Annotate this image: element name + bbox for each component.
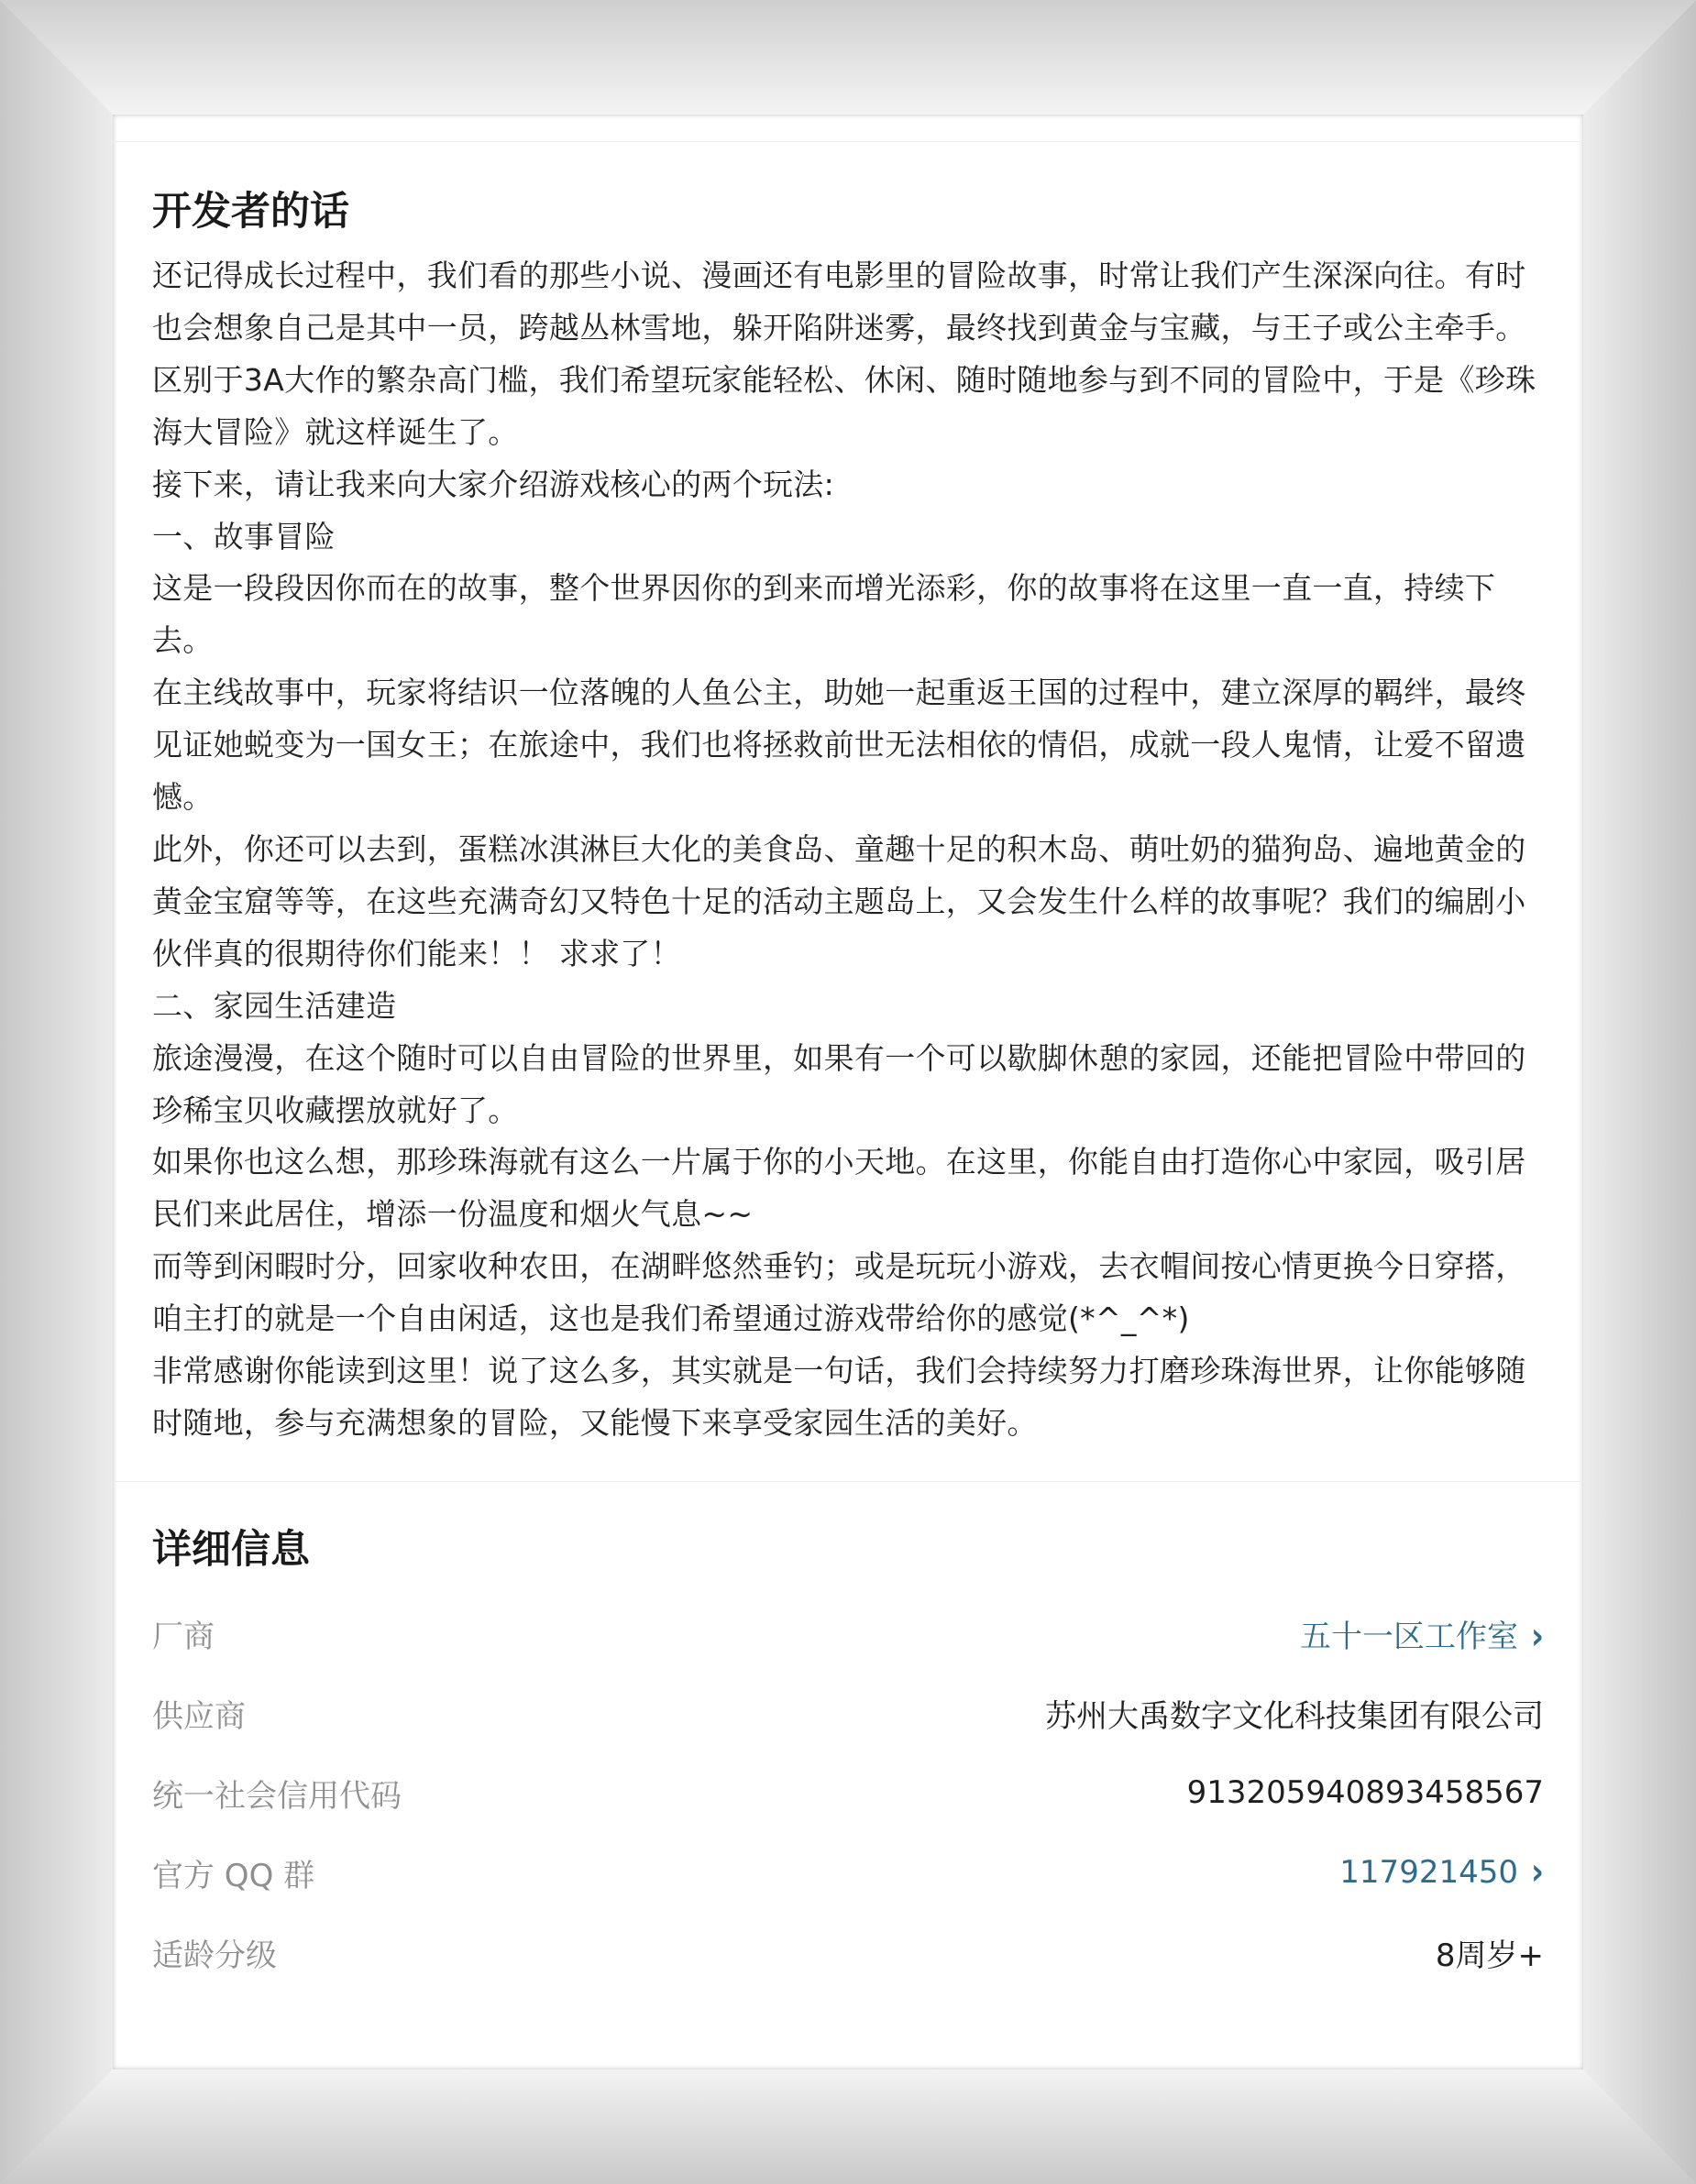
- paragraph: 还记得成长过程中，我们看的那些小说、漫画还有电影里的冒险故事，时常让我们产生深深向往。有时也会想象自己是其中一员，跨越丛林雪地，躲开陷阱迷雾，最终找到黄金与宝藏，与王子或公主牵手。: [152, 258, 1526, 346]
- paragraph: 旅途漫漫，在这个随时可以自由冒险的世界里，如果有一个可以歇脚休憩的家园，还能把冒险中带回的珍稀宝贝收藏摆放就好了。: [152, 1039, 1526, 1128]
- frame-bevel-bottom: [0, 2069, 1696, 2184]
- top-strip: [113, 115, 1583, 142]
- frame-bevel-left: [0, 0, 113, 2184]
- paragraph: 这是一段段因你而在的故事，整个世界因你的到来而增光添彩，你的故事将在这里一直一直，持续下去。: [152, 570, 1496, 659]
- section-divider: [113, 1481, 1583, 1482]
- detail-row-credit-code: [152, 1753, 1544, 1833]
- content-card: [113, 115, 1583, 2069]
- frame-bevel-right: [1583, 0, 1696, 2184]
- detail-row-developer[interactable]: [152, 1594, 1544, 1674]
- detail-value: 913205940893458567: [1186, 1774, 1544, 1812]
- detail-row-qq-group[interactable]: [152, 1833, 1544, 1913]
- details-section-title: 详细信息: [152, 1526, 310, 1573]
- paragraph: 接下来，请让我来向大家介绍游戏核心的两个玩法:: [152, 466, 835, 502]
- detail-label: 统一社会信用代码: [152, 1777, 402, 1815]
- detail-value: 117921450: [1339, 1854, 1518, 1892]
- paragraph: 二、家园生活建造: [152, 987, 397, 1024]
- developer-link[interactable]: [1299, 1611, 1544, 1659]
- detail-label: 官方 QQ 群: [152, 1857, 315, 1894]
- detail-label: 供应商: [152, 1697, 246, 1735]
- frame-bevel-top: [0, 0, 1696, 115]
- paragraph: 区别于3A大作的繁杂高门槛，我们希望玩家能轻松、休闲、随时随地参与到不同的冒险中，于是《珍珠海大冒险》就这样诞生了。: [152, 361, 1536, 450]
- details-section: [113, 1522, 1583, 1992]
- qq-group-link[interactable]: [1339, 1850, 1544, 1895]
- detail-label: 厂商: [152, 1618, 215, 1655]
- paragraph: 在主线故事中，玩家将结识一位落魄的人鱼公主，助她一起重返王国的过程中，建立深厚的羁绊，最终见证她蜕变为一国女王；在旅途中，我们也将拯救前世无法相依的情侣，成就一段人鬼情，让爱不留遗憾。: [152, 675, 1526, 816]
- paragraph: 一、故事冒险: [152, 518, 336, 554]
- paragraph: 非常感谢你能读到这里！说了这么多，其实就是一句话，我们会持续努力打磨珍珠海世界，让你能够随时随地，参与充满想象的冒险，又能慢下来享受家园生活的美好。: [152, 1353, 1526, 1441]
- detail-value: 苏州大禹数字文化科技集团有限公司: [1045, 1697, 1544, 1735]
- developer-section-title: 开发者的话: [152, 189, 349, 235]
- chevron-right-icon: ›: [1530, 1614, 1544, 1659]
- detail-row-supplier: [152, 1674, 1544, 1753]
- detail-label: 适龄分级: [152, 1937, 277, 1974]
- paragraph: 如果你也这么想，那珍珠海就有这么一片属于你的小天地。在这里，你能自由打造你心中家园，吸引居民们来此居住，增添一份温度和烟火气息~~: [152, 1144, 1526, 1233]
- detail-value: 8周岁+: [1435, 1937, 1544, 1974]
- detail-row-age-rating: [152, 1913, 1544, 1992]
- developer-section: [113, 184, 1583, 1450]
- developer-paragraphs: [152, 250, 1544, 1450]
- detail-value: 五十一区工作室: [1299, 1618, 1518, 1655]
- paragraph: 而等到闲暇时分，回家收种农田，在湖畔悠然垂钓；或是玩玩小游戏，去衣帽间按心情更换今日穿搭，咱主打的就是一个自由闲适，这也是我们希望通过游戏带给你的感觉(*^_^*): [152, 1248, 1526, 1337]
- chevron-right-icon: ›: [1530, 1850, 1544, 1895]
- paragraph: 此外，你还可以去到，蛋糕冰淇淋巨大化的美食岛、童趣十足的积木岛、萌吐奶的猫狗岛、遍地黄金的黄金宝窟等等，在这些充满奇幻又特色十足的活动主题岛上，又会发生什么样的故事呢？我们的编剧小伙伴真的很期待你们能来！！ 求求了！: [152, 830, 1526, 971]
